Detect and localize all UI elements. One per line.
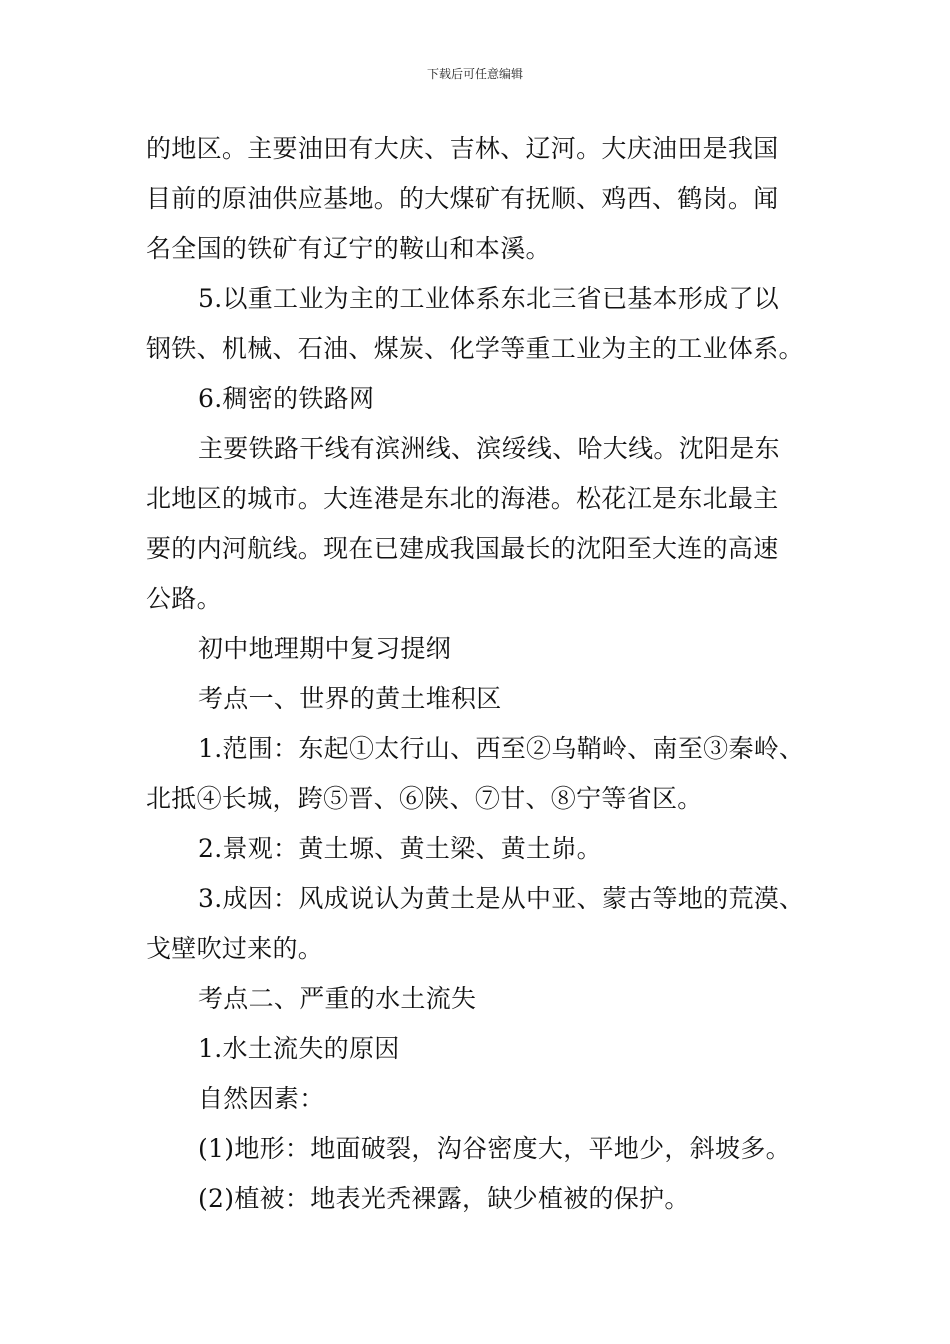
text-line: 6.稠密的铁路网	[198, 384, 375, 413]
text-line: 北抵④长城，跨⑤晋、⑥陕、⑦甘、⑧宁等省区。	[146, 784, 703, 813]
text-line: 1.水土流失的原因	[198, 1034, 400, 1063]
text-line: 北地区的城市。大连港是东北的海港。松花江是东北最主	[146, 484, 779, 513]
text-line: 名全国的铁矿有辽宁的鞍山和本溪。	[146, 234, 551, 263]
text-line: 公路。	[146, 584, 222, 613]
text-line: 戈壁吹过来的。	[146, 934, 324, 963]
page-header-note: 下载后可任意编辑	[426, 67, 523, 81]
text-line: 目前的原油供应基地。的大煤矿有抚顺、鸡西、鹤岗。闻	[146, 184, 779, 213]
text-line: 3.成因：风成说认为黄土是从中亚、蒙古等地的荒漠、	[198, 884, 805, 913]
text-line: 要的内河航线。现在已建成我国最长的沈阳至大连的高速	[146, 534, 779, 563]
text-line: 钢铁、机械、石油、煤炭、化学等重工业为主的工业体系。	[146, 334, 804, 363]
text-line: 考点二、严重的水土流失	[198, 984, 477, 1013]
text-line: (1)地形：地面破裂，沟谷密度大，平地少，斜坡多。	[198, 1134, 791, 1163]
document-body	[146, 124, 836, 1224]
text-line: 自然因素：	[198, 1084, 325, 1113]
text-line: 主要铁路干线有滨洲线、滨绥线、哈大线。沈阳是东	[198, 434, 780, 463]
text-line: 初中地理期中复习提纲	[198, 634, 452, 663]
text-line: 的地区。主要油田有大庆、吉林、辽河。大庆油田是我国	[146, 134, 779, 163]
text-line: 2.景观：黄土塬、黄土梁、黄土峁。	[198, 834, 602, 863]
text-line: (2)植被：地表光秃裸露，缺少植被的保护。	[198, 1184, 690, 1213]
text-line: 考点一、世界的黄土堆积区	[198, 684, 502, 713]
text-line: 1.范围：东起①太行山、西至②乌鞘岭、南至③秦岭、	[198, 734, 805, 763]
text-line: 5.以重工业为主的工业体系东北三省已基本形成了以	[198, 284, 780, 313]
